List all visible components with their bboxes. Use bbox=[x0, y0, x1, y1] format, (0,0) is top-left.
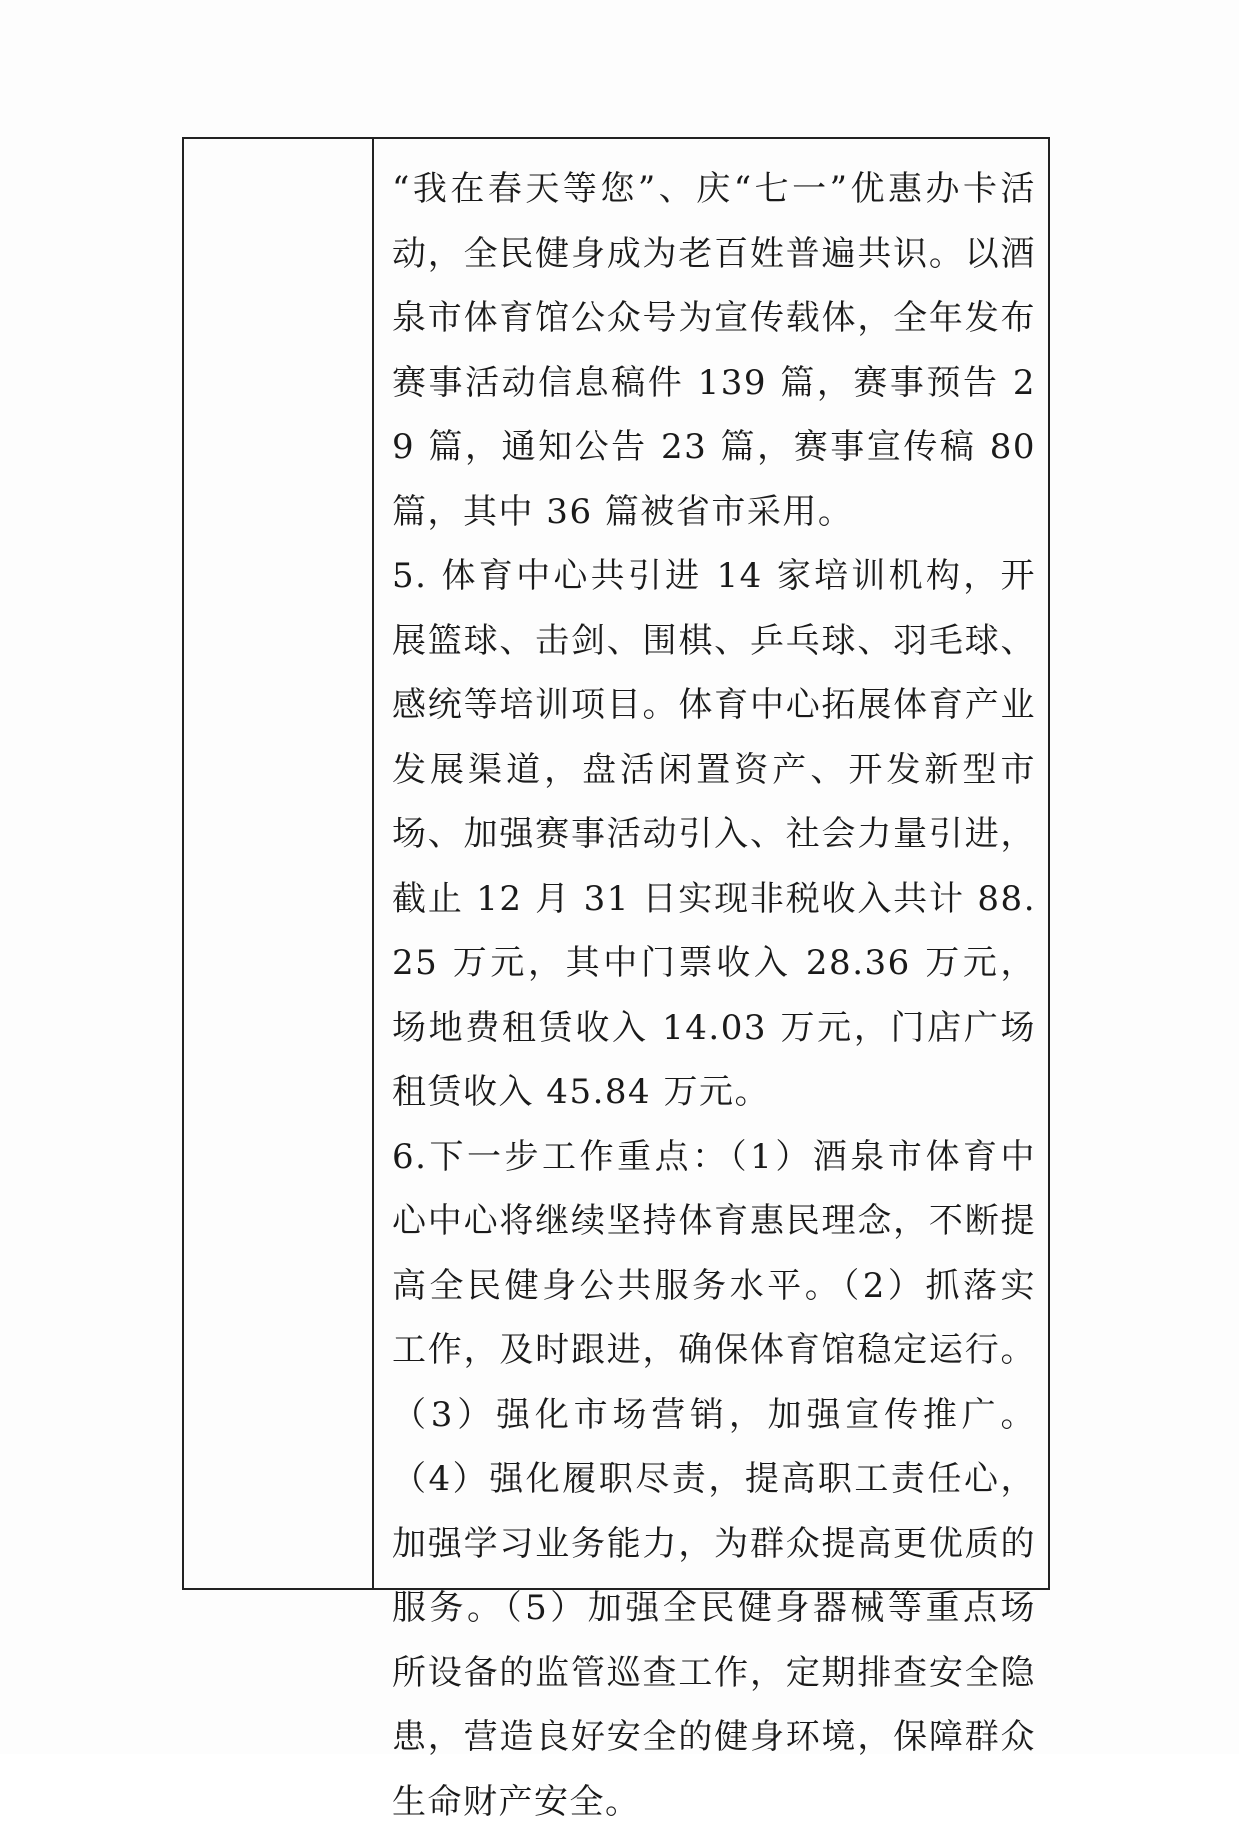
table-frame bbox=[182, 137, 1050, 1590]
paragraph-publicity: “我在春天等您”、庆“七一”优惠办卡活动，全民健身成为老百姓普遍共识。以酒泉市体育馆公众号为宣传载体，全年发布赛事活动信息稿件 139 篇，赛事预告 29 篇，通知公告 23 篇，赛事宣传稿 80 篇，其中 36 篇被省市采用。 bbox=[392, 157, 1036, 544]
table-content-cell bbox=[374, 139, 1050, 1588]
table-left-cell bbox=[184, 139, 372, 1588]
paragraph-item-6: 6.下一步工作重点：（1）酒泉市体育中心中心将继续坚持体育惠民理念，不断提高全民健身公共服务水平。（2）抓落实工作，及时跟进，确保体育馆稳定运行。（3）强化市场营销，加强宣传推广。（4）强化履职尽责，提高职工责任心，加强学习业务能力，为群众提高更优质的服务。（5）加强全民健身器械等重点场所设备的监管巡查工作，定期排查安全隐患，营造良好安全的健身环境，保障群众生命财产安全。 bbox=[392, 1125, 1036, 1834]
paragraph-item-5: 5. 体育中心共引进 14 家培训机构，开展篮球、击剑、围棋、乒乓球、羽毛球、感统等培训项目。体育中心拓展体育产业发展渠道，盘活闲置资产、开发新型市场、加强赛事活动引入、社会力量引进，截止 12 月 31 日实现非税收入共计 88.25 万元，其中门票收入 28.36 万元，场地费租赁收入 14.03 万元，门店广场租赁收入 45.84 万元。 bbox=[392, 544, 1036, 1125]
